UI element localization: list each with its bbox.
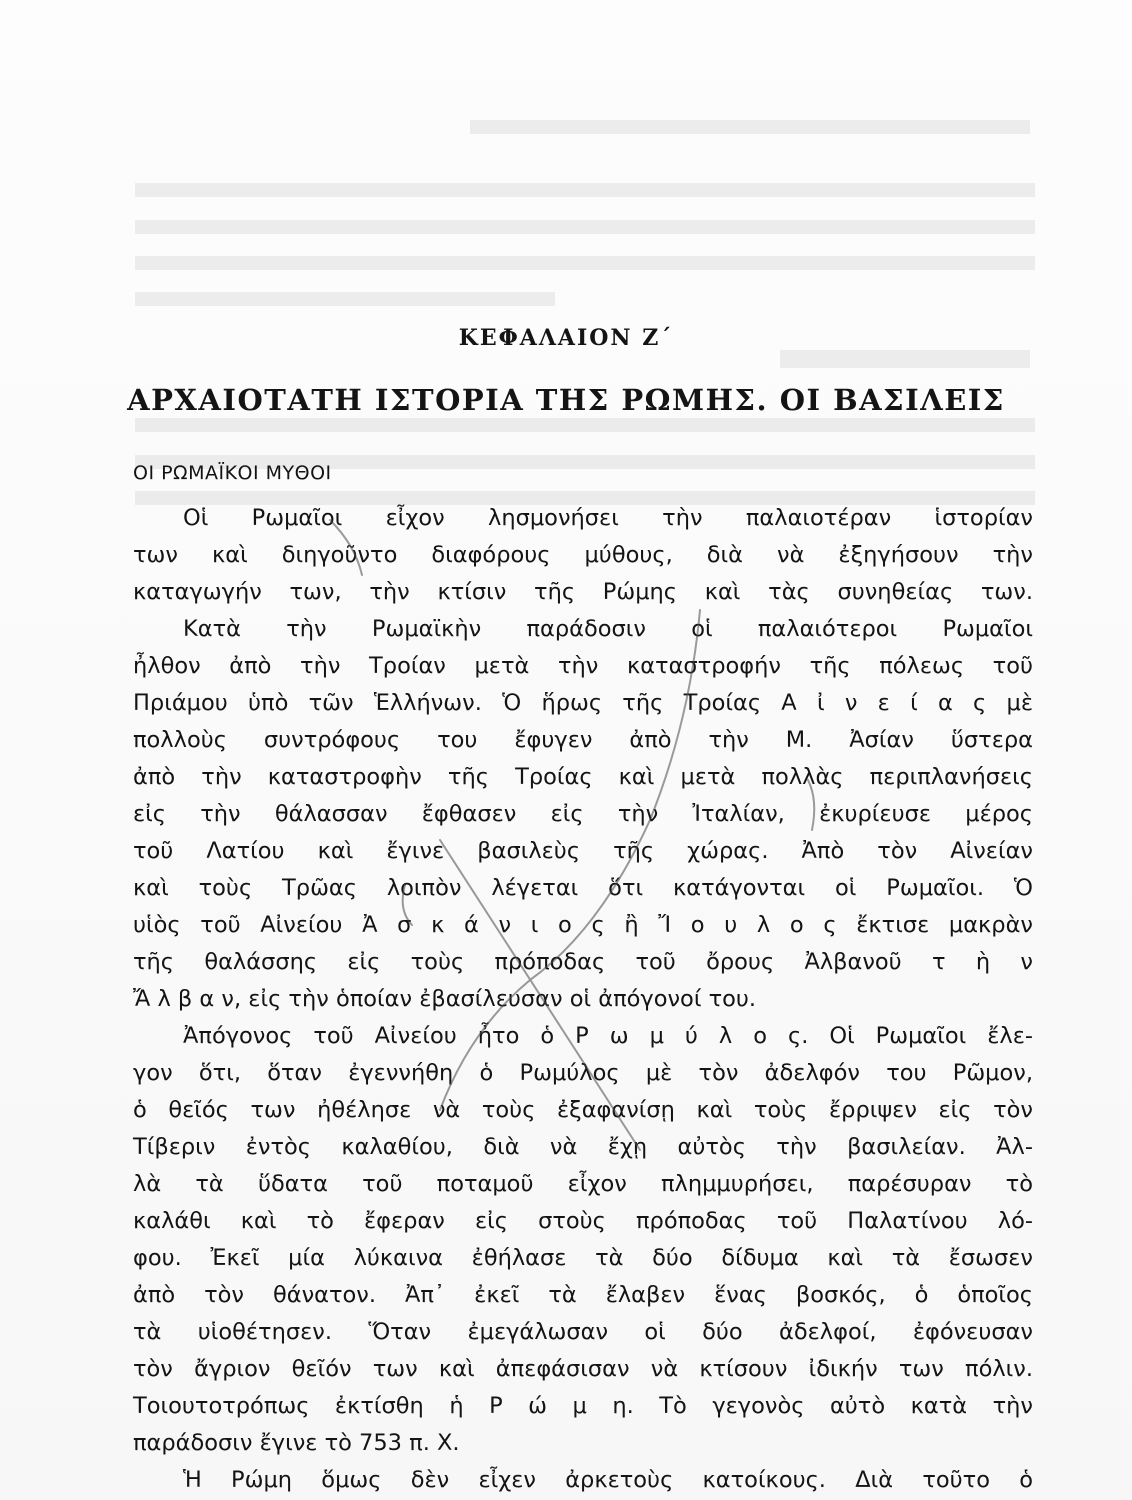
body-line: Οἱ Ρωμαῖοι εἶχον λησμονήσει τὴν παλαιοτέραν ἱστορίαν (183, 505, 1033, 531)
body-line: καὶ τοὺς Τρῶας λοιπὸν λέγεται ὅτι κατάγονται οἱ Ρωμαῖοι. Ὁ (133, 875, 1033, 901)
body-line: εἰς τὴν θάλασσαν ἔφθασεν εἰς τὴν Ἰταλίαν, ἐκυρίευσε μέρος (133, 801, 1033, 827)
body-line: Κατὰ τὴν Ρωμαϊκὴν παράδοσιν οἱ παλαιότεροι Ρωμαῖοι (183, 616, 1033, 642)
body-line: παράδοσιν ἔγινε τὸ 753 π. Χ. (133, 1430, 460, 1456)
body-line: των καὶ διηγοῦντο διαφόρους μύθους, διὰ νὰ ἐξηγήσουν τὴν (133, 542, 1033, 568)
body-line: ἦλθον ἀπὸ τὴν Τροίαν μετὰ τὴν καταστροφήν τῆς πόλεως τοῦ (133, 653, 1033, 679)
body-line: καλάθι καὶ τὸ ἔφεραν εἰς στοὺς πρόποδας τοῦ Παλατίνου λό- (133, 1208, 1033, 1234)
body-line: Πριάμου ὑπὸ τῶν Ἑλλήνων. Ὁ ἥρως τῆς Τροίας Α ἰ ν ε ί α ς μὲ (133, 690, 1033, 716)
body-line: Τοιουτοτρόπως ἐκτίσθη ἡ Ρ ώ μ η. Τὸ γεγονὸς αὐτὸ κατὰ τὴν (133, 1393, 1033, 1419)
body-line: τὸν ἄγριον θεῖόν των καὶ ἀπεφάσισαν νὰ κτίσουν ἰδικήν των πόλιν. (133, 1356, 1033, 1382)
body-line: γον ὅτι, ὅταν ἐγεννήθη ὁ Ρωμύλος μὲ τὸν ἀδελφόν του Ρῶμον, (133, 1060, 1033, 1086)
body-line: πολλοὺς συντρόφους του ἔφυγεν ἀπὸ τὴν Μ. Ἀσίαν ὕστερα (133, 727, 1033, 753)
body-line: υἱὸς τοῦ Αἰνείου Ἀ σ κ ά ν ι ο ς ἢ Ἴ ο υ λ ο ς ἔκτισε μακρὰν (133, 912, 1033, 938)
body-line: Τίβεριν ἐντὸς καλαθίου, διὰ νὰ ἔχῃ αὐτὸς τὴν βασιλείαν. Ἀλ- (133, 1134, 1033, 1160)
body-line: ἀπὸ τὴν καταστροφὴν τῆς Τροίας καὶ μετὰ πολλὰς περιπλανήσεις (133, 764, 1033, 790)
body-line: Ἄ λ β α ν, εἰς τὴν ὁποίαν ἐβασίλευσαν οἱ ἀπόγονοί του. (133, 986, 757, 1012)
body-line: ἀπὸ τὸν θάνατον. Ἀπ᾿ ἐκεῖ τὰ ἔλαβεν ἕνας βοσκός, ὁ ὁποῖος (133, 1282, 1033, 1308)
body-line: καταγωγήν των, τὴν κτίσιν τῆς Ρώμης καὶ τὰς συνηθείας των. (133, 579, 1033, 605)
body-line: τὰ υἱοθέτησεν. Ὅταν ἐμεγάλωσαν οἱ δύο ἀδελφοί, ἐφόνευσαν (133, 1319, 1033, 1345)
section-heading: ΟΙ ΡΩΜΑΪΚΟΙ ΜΥΘΟΙ (133, 462, 332, 484)
body-line: τοῦ Λατίου καὶ ἔγινε βασιλεὺς τῆς χώρας. Ἀπὸ τὸν Αἰνείαν (133, 838, 1033, 864)
chapter-title: ΑΡΧΑΙΟΤΑΤΗ ΙΣΤΟΡΙΑ ΤΗΣ ΡΩΜΗΣ. ΟΙ ΒΑΣΙΛΕΙΣ (127, 383, 1005, 417)
chapter-heading: ΚΕΦΑΛΑΙΟΝ Ζ΄ (458, 325, 674, 351)
body-line: τῆς θαλάσσης εἰς τοὺς πρόποδας τοῦ ὄρους Ἀλβανοῦ τ ὴ ν (133, 949, 1033, 975)
body-line: φου. Ἐκεῖ μία λύκαινα ἐθήλασε τὰ δύο δίδυμα καὶ τὰ ἔσωσεν (133, 1245, 1033, 1271)
body-line: λὰ τὰ ὕδατα τοῦ ποταμοῦ εἶχον πλημμυρήσει, παρέσυραν τὸ (133, 1171, 1033, 1197)
body-line: Ἡ Ρώμη ὅμως δὲν εἶχεν ἀρκετοὺς κατοίκους. Διὰ τοῦτο ὁ (183, 1467, 1033, 1493)
body-line: Ἀπόγονος τοῦ Αἰνείου ἦτο ὁ Ρ ω μ ύ λ ο ς. Οἱ Ρωμαῖοι ἔλε- (183, 1023, 1033, 1049)
body-line: ὁ θεῖός των ἠθέλησε νὰ τοὺς ἐξαφανίσῃ καὶ τοὺς ἔρριψεν εἰς τὸν (133, 1097, 1033, 1123)
